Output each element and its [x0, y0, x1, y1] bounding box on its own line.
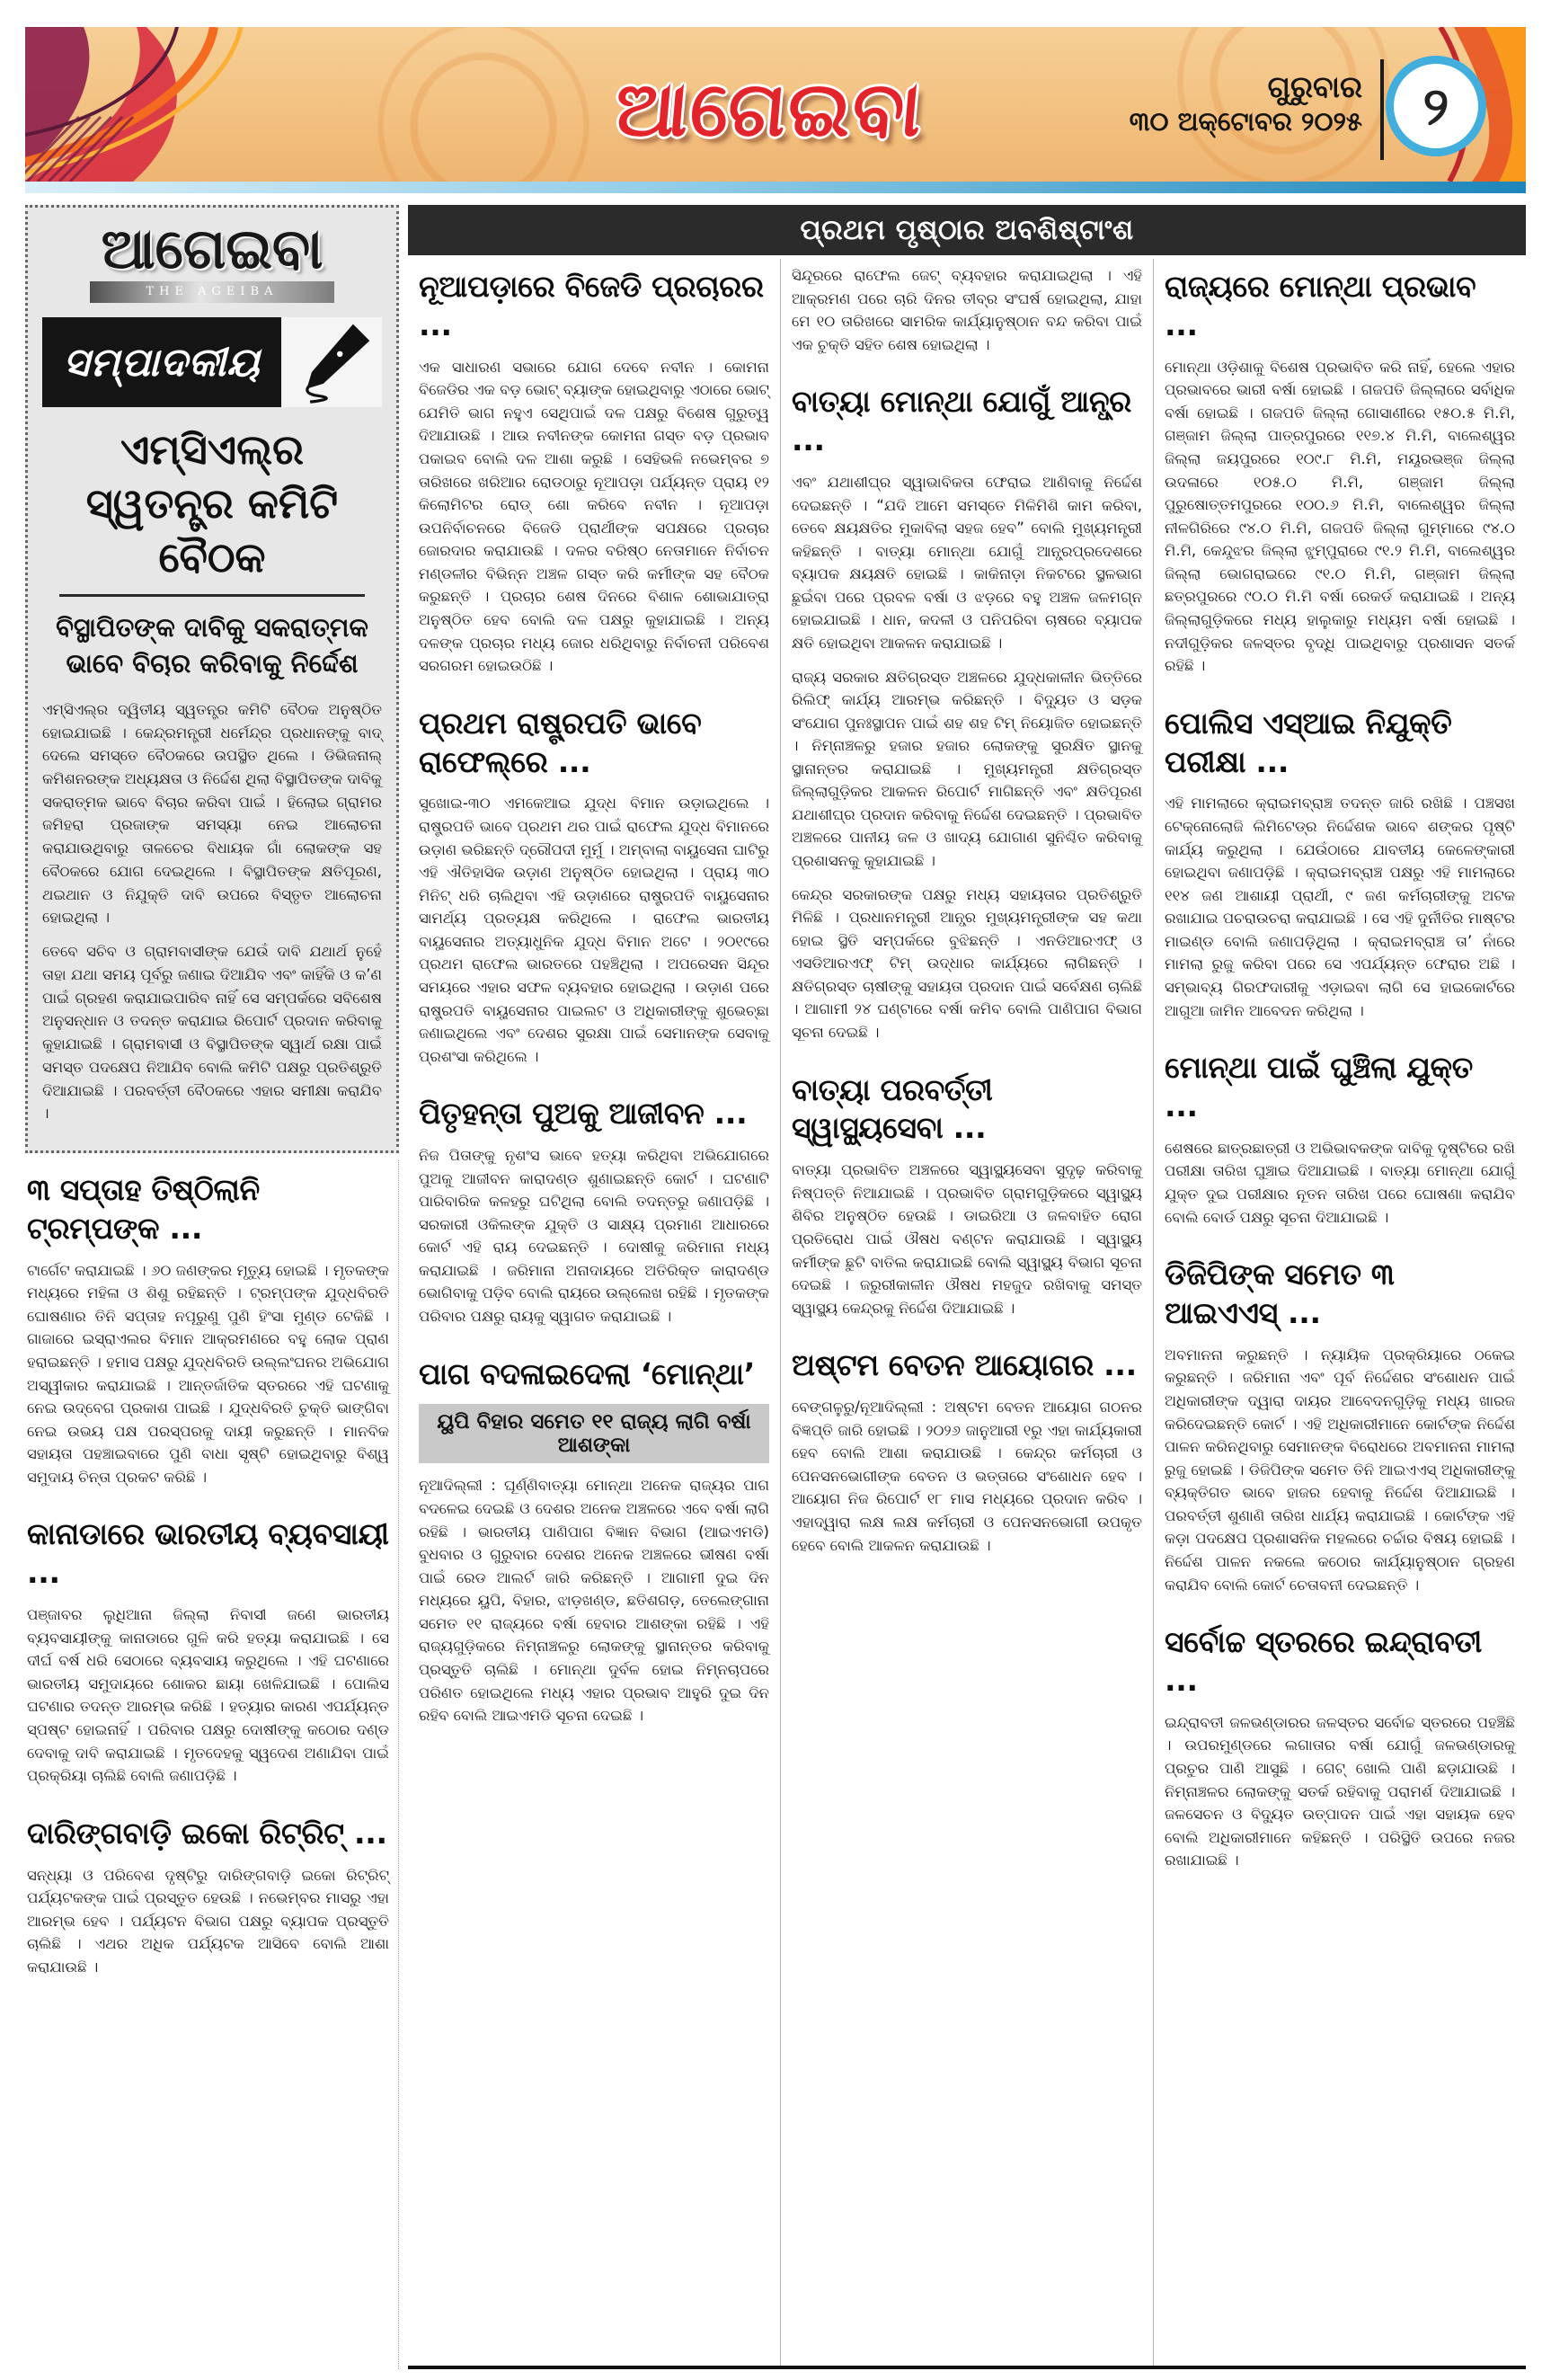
article-body-exam-postponed [1165, 1137, 1515, 1229]
article-body-pay-commission [792, 1396, 1142, 1557]
edition-date-block [1130, 68, 1362, 138]
editorial-subheadline: ବିସ୍ଥାପିତଙ୍କ ଦାବିକୁ ସକରାତ୍ମକ ଭାବେ ବିଚାର କରିବାକୁ ନିର୍ଦ୍ଦେଶ [56, 611, 368, 679]
section-bar-title: ପ୍ରଥମ ପୃଷ୍ଠାର ଅବଶିଷ୍ଟାଂଶ [408, 205, 1526, 255]
article-paragraph: ସିନ୍ଦୂରରେ ରାଫେଲ ଜେଟ୍ ବ୍ୟବହାର କରାଯାଇଥିଲା । ଏହି ଆକ୍ରମଣ ପରେ ଚାରି ଦିନର ତୀବ୍ର ସଂଘର୍ଷ ହୋଇଥିଲା, ଯାହା ମେ ୧୦ ତାରିଖରେ ସାମରିକ କାର୍ଯ୍ୟାନୁଷ୍ଠାନ ବନ୍ଦ କରିବା ପାଇଁ ଏକ ଚୁକ୍ତି ସହିତ ଶେଷ ହୋଇଥିଲା । [792, 267, 1142, 353]
editorial-paragraph: ଏମ୍‌ସିଏଲ୍‌ର ଦ୍ୱିତୀୟ ସ୍ୱତନ୍ତ୍ର କମିଟି ବୈଠକ ଅନୁଷ୍ଠିତ ହୋଇଯାଇଛି । କେନ୍ଦ୍ରମନ୍ତ୍ରୀ ଧର୍ମେନ୍ଦ୍ର ପ୍ରଧାନଙ୍କୁ ବାଦ୍ ଦେଲେ ସମସ୍ତେ ବୈଠକରେ ଉପସ୍ଥିତ ଥିଲେ । ଡିଭିଜନାଲ୍ କମିଶନରଙ୍କ ଅଧ୍ୟକ୍ଷତା ଓ ନିର୍ଦ୍ଦେଶ ଥିଲା ବିସ୍ଥାପିତଙ୍କ ଦାବିକୁ ସକରାତ୍ମକ ଭାବେ ବିଚାର କରିବା ପାଇଁ । ହିଲୋଇ ଗ୍ରାମର ଜମିହରା ପ୍ରଜାଙ୍କ ସମସ୍ୟା ନେଇ ଆଲୋଚନା କରାଯାଉଥିବାରୁ ତାଳଚେର ବିଧାୟକ ଗାଁ ଲୋକଙ୍କ ସହ ବୈଠକରେ ଯୋଗ ଦେଇଥିଲେ । ବିସ୍ଥାପିତଙ୍କ କ୍ଷତିପୂରଣ, ଥଇଥାନ ଓ ନିଯୁକ୍ତି ଦାବି ଉପରେ ବିସ୍ତୃତ ଆଲୋଚନା ହୋଇଥିଲା । [42, 700, 382, 927]
article-body-nuapada [419, 356, 769, 678]
headline-canada-businessman: କାନାଡାରେ ଭାରତୀୟ ବ୍ୟବସାୟୀ ... [27, 1516, 389, 1591]
article-paragraph: ସନ୍ଧ୍ୟା ଓ ପରିବେଶ ଦୃଷ୍ଟିରୁ ଦାରିଙ୍ଗବାଡ଼ି ଇକୋ ରିଟ୍ରିଟ୍ ପର୍ଯ୍ୟଟକଙ୍କ ପାଇଁ ପ୍ରସ୍ତୁତ ହେଉଛି । ନଭେମ୍ବର ମାସରୁ ଏହା ଆରମ୍ଭ ହେବ । ପର୍ଯ୍ୟଟନ ବିଭାଗ ପକ୍ଷରୁ ବ୍ୟାପକ ପ୍ରସ୍ତୁତି ଚାଲିଛି । ଏଥର ଅଧିକ ପର୍ଯ୍ୟଟକ ଆସିବେ ବୋଲି ଆଶା କରାଯାଉଛି । [27, 1866, 389, 1976]
left-column [25, 205, 399, 2369]
continued-stories-area [408, 205, 1526, 2369]
headline-nuapada-bjd-campaign: ନୂଆପଡ଼ାରେ ବିଜେଡି ପ୍ରଚାରର ... [419, 269, 764, 342]
news-column-3 [1153, 259, 1526, 2366]
article-paragraph: ବେଙ୍ଗଳୁରୁ/ନୂଆଦିଲ୍ଲୀ : ଅଷ୍ଟମ ବେତନ ଆୟୋଗ ଗଠନର ବିଜ୍ଞପ୍ତି ଜାରି ହୋଇଛି । ୨୦୨୬ ଜାନୁଆରୀ ୧ରୁ ଏହା କାର୍ଯ୍ୟକାରୀ ହେବ ବୋଲି ଆଶା କରାଯାଉଛି । କେନ୍ଦ୍ର କର୍ମଚାରୀ ଓ ପେନସନଭୋଗୀଙ୍କ ବେତନ ଓ ଭତ୍ତାରେ ସଂଶୋଧନ ହେବ । ଆୟୋଗ ନିଜ ରିପୋର୍ଟ ୧୮ ମାସ ମଧ୍ୟରେ ପ୍ରଦାନ କରିବ । ଏହାଦ୍ୱାରା ଲକ୍ଷ ଲକ୍ଷ କର୍ମଚାରୀ ଓ ପେନସନଭୋଗୀ ଉପକୃତ ହେବେ ବୋଲି ଆକଳନ କରାଯାଉଛି । [792, 1399, 1142, 1554]
left-bottom-stories [25, 1160, 399, 2369]
article-body-trump [27, 1259, 389, 1489]
editorial-logo-subtitle: THE AGEIBA [90, 281, 334, 303]
date-label: ୩୦ ଅକ୍ଟୋବର ୨୦୨୫ [1129, 106, 1362, 138]
headline-patricide-life-sentence: ପିତୃହନ୍ତା ପୁଅକୁ ଆଜୀବନ ... [419, 1096, 748, 1132]
article-paragraph: ଶେଷରେ ଛାତ୍ରଛାତ୍ରୀ ଓ ଅଭିଭାବକଙ୍କ ଦାବିକୁ ଦୃଷ୍ଟିରେ ରଖି ପରୀକ୍ଷା ତାରିଖ ଘୁଞ୍ଚାଇ ଦିଆଯାଇଛି । ବାତ୍ୟା ମୋନ୍‌ଥା ଯୋଗୁଁ ଯୁକ୍ତ ଦୁଇ ପରୀକ୍ଷାର ନୂତନ ତାରିଖ ପରେ ଘୋଷଣା କରାଯିବ ବୋଲି ବୋର୍ଡ ପକ୍ଷରୁ ସୂଚନା ଦିଆଯାଇଛି । [1165, 1139, 1515, 1226]
headline-montha-changed-weather: ପାଗ ବଦଳାଇଦେଲା ‘ମୋନ୍‌ଥା’ [419, 1355, 756, 1391]
editorial-headline: ଏମ୍‌ସିଏଲ୍‌ର ସ୍ୱତନ୍ତ୍ର କମିଟି ବୈଠକ [85, 425, 339, 582]
article-paragraph: ଇନ୍ଦ୍ରାବତୀ ଜଳଭଣ୍ଡାରର ଜଳସ୍ତର ସର୍ବୋଚ୍ଚ ସ୍ତରରେ ପହଞ୍ଚିଛି । ଉପରମୁଣ୍ଡରେ ଲଗାତାର ବର୍ଷା ଯୋଗୁଁ ଜଳଭଣ୍ଡାରକୁ ପ୍ରଚୁର ପାଣି ଆସୁଛି । ଗେଟ୍ ଖୋଲି ପାଣି ଛଡ଼ାଯାଉଛି । ନିମ୍ନାଞ୍ଚଳର ଲୋକଙ୍କୁ ସତର୍କ ରହିବାକୁ ପରାମର୍ଶ ଦିଆଯାଇଛି । ଜଳସେଚନ ଓ ବିଦ୍ୟୁତ ଉତ୍ପାଦନ ପାଇଁ ଏହା ସହାୟକ ହେବ ବୋଲି ଅଧିକାରୀମାନେ କହିଛନ୍ତି । ପରିସ୍ଥିତି ଉପରେ ନଜର ରଖାଯାଇଛି । [1165, 1713, 1515, 1869]
headline-plus2-exam-postponed: ମୋନ୍‌ଥା ପାଇଁ ଘୁଞ୍ଚିଲା ଯୁକ୍ତ ... [1165, 1050, 1473, 1123]
editorial-band-label: ସମ୍ପାଦକୀୟ [42, 317, 281, 407]
article-body-health [792, 1159, 1142, 1319]
article-body-rafale [419, 792, 769, 1068]
subheadline-rain-11-states: ୟୁପି ବିହାର ସମେତ ୧୧ ରାଜ୍ୟ ଲାଗି ବର୍ଷା ଆଶଙ୍କା [419, 1404, 769, 1463]
headline-montha-state-effect: ରାଜ୍ୟରେ ମୋନ୍‌ଥା ପ୍ରଭାବ ... [1165, 269, 1476, 342]
article-paragraph: ଏହି ମାମଲାରେ କ୍ରାଇମବ୍ରାଞ୍ଚ ତଦନ୍ତ ଜାରି ରଖିଛି । ପଞ୍ଚସଖ ଟେକ୍ନୋଲୋଜି ଲିମିଟେଡ୍‌ର ନିର୍ଦ୍ଦେଶକ ଭାବେ ଶଙ୍କର ପୃଷ୍ଟି କାର୍ଯ୍ୟ କରୁଥିଲା । ଯେଉଁଠାରେ ଯାବତୀୟ କେଳେଙ୍କାରୀ ହୋଇଥିବା ଜଣାପଡ଼ିଛି । କ୍ରାଇମବ୍ରାଞ୍ଚ ପକ୍ଷରୁ ଏହି ମାମଲାରେ ୧୧୪ ଜଣ ଆଶାୟୀ ପ୍ରାର୍ଥୀ, ୯ ଜଣ କର୍ମଚାରୀଙ୍କୁ ଅଟକ ରଖାଯାଇ ପଚରାଉଚରା କରାଯାଇଛି । ସେ ଏହି ଦୁର୍ନୀତିର ମାଷ୍ଟର ମାଇଣ୍ଡ ବୋଲି ଜଣାପଡ଼ିଥିଲା । କ୍ରାଇମବ୍ରାଞ୍ଚ ତା’ ନାଁରେ ମାମଲା ରୁଜୁ କରିବା ପରେ ସେ ଏପର୍ଯ୍ୟନ୍ତ ଫେରାର ଅଛି । ସମ୍ଭାବ୍ୟ ଗିରଫଦାରୀକୁ ଏଡ଼ାଇବା ଲାଗି ସେ ହାଇକୋର୍ଟରେ ଆଗୁଆ ଜାମିନ ଆବେଦନ କରିଥିଲା । [1165, 795, 1515, 1019]
article-paragraph: କେନ୍ଦ୍ର ସରକାରଙ୍କ ପକ୍ଷରୁ ମଧ୍ୟ ସହାୟତାର ପ୍ରତିଶ୍ରୁତି ମିଳିଛି । ପ୍ରଧାନମନ୍ତ୍ରୀ ଆନ୍ଧ୍ର ମୁଖ୍ୟମନ୍ତ୍ରୀଙ୍କ ସହ କଥା ହୋଇ ସ୍ଥିତି ସମ୍ପର୍କରେ ବୁଝିଛନ୍ତି । ଏନଡିଆରଏଫ୍ ଓ ଏସଡିଆରଏଫ୍ ଟିମ୍ ଉଦ୍ଧାର କାର୍ଯ୍ୟରେ ଲାଗିଛନ୍ତି । କ୍ଷତିଗ୍ରସ୍ତ ଚାଷୀଙ୍କୁ ସହାୟତା ପ୍ରଦାନ ପାଇଁ ସର୍ବେକ୍ଷଣ ଚାଲିଛି । ଆଗାମୀ ୨୪ ଘଣ୍ଟାରେ ବର୍ଷା କମିବ ବୋଲି ପାଣିପାଗ ବିଭାଗ ସୂଚନା ଦେଇଛି । [792, 885, 1142, 1041]
article-paragraph: ଟାର୍ଗେଟ କରାଯାଇଛି । ୬୦ ଜଣଙ୍କର ମୃତ୍ୟୁ ହୋଇଛି । ମୃତକଙ୍କ ମଧ୍ୟରେ ମହିଳା ଓ ଶିଶୁ ରହିଛନ୍ତି । ଟ୍ରମ୍ପଙ୍କ ଯୁଦ୍ଧବିରତି ଘୋଷଣାର ତିନି ସପ୍ତାହ ନପୂରୁଣୁ ପୁଣି ହିଂସା ମୁଣ୍ଡ ଟେକିଛି । ଗାଜାରେ ଇସ୍ରାଏଲର ବିମାନ ଆକ୍ରମଣରେ ବହୁ ଲୋକ ପ୍ରାଣ ହରାଇଛନ୍ତି । ହମାସ ପକ୍ଷରୁ ଯୁଦ୍ଧବିରତି ଉଲ୍ଲଂଘନର ଅଭିଯୋଗ ଅସ୍ୱୀକାର କରାଯାଇଛି । ଆନ୍ତର୍ଜାତିକ ସ୍ତରରେ ଏହି ଘଟଣାକୁ ନେଇ ଉଦ୍‌ବେଗ ପ୍ରକାଶ ପାଇଛି । ଯୁଦ୍ଧବିରତି ଚୁକ୍ତି ଭାଙ୍ଗିବା ନେଇ ଉଭୟ ପକ୍ଷ ପରସ୍ପରକୁ ଦାୟୀ କରୁଛନ୍ତି । ମାନବିକ ସହାୟତା ପହଞ୍ଚାଇବାରେ ପୁଣି ବାଧା ସୃଷ୍ଟି ହୋଇଥିବାରୁ ବିଶ୍ୱ ସମୁଦାୟ ଚିନ୍ତା ପ୍ରକଟ କରିଛି । [27, 1261, 389, 1486]
article-paragraph: ପଞ୍ଜାବର ଲୁଧିଆନା ଜିଲ୍ଲା ନିବାସୀ ଜଣେ ଭାରତୀୟ ବ୍ୟବସାୟୀଙ୍କୁ କାନାଡାରେ ଗୁଳି କରି ହତ୍ୟା କରାଯାଇଛି । ସେ ଦୀର୍ଘ ବର୍ଷ ଧରି ସେଠାରେ ବ୍ୟବସାୟ କରୁଥିଲେ । ଏହି ଘଟଣାରେ ଭାରତୀୟ ସମୁଦାୟରେ ଶୋକର ଛାୟା ଖେଳିଯାଇଛି । ପୋଲିସ ଘଟଣାର ତଦନ୍ତ ଆରମ୍ଭ କରିଛି । ହତ୍ୟାର କାରଣ ଏପର୍ଯ୍ୟନ୍ତ ସ୍ପଷ୍ଟ ହୋଇନାହିଁ । ପରିବାର ପକ୍ଷରୁ ଦୋଷୀଙ୍କୁ କଠୋର ଦଣ୍ଡ ଦେବାକୁ ଦାବି କରାଯାଇଛି । ମୃତଦେହକୁ ସ୍ୱଦେଶ ଅଣାଯିବା ପାଇଁ ପ୍ରକ୍ରିୟା ଚାଲିଛି ବୋଲି ଜଣାପଡ଼ିଛି । [27, 1606, 389, 1785]
article-body-weather [419, 1474, 769, 1727]
headline-president-rafale: ପ୍ରଥମ ରାଷ୍ଟ୍ରପତି ଭାବେ ରାଫେଲ୍‌ରେ ... [419, 705, 702, 779]
article-paragraph: ଏକ ସାଧାରଣ ସଭାରେ ଯୋଗ ଦେବେ ନବୀନ । କୋମନା ବିଜେଡିର ଏକ ବଡ଼ ଭୋଟ୍ ବ୍ୟାଙ୍କ ହୋଇଥିବାରୁ ଏଠାରେ ଭୋଟ୍ ଯେମିତି ଭାଗ ନହୁଏ ସେଥିପାଇଁ ଦଳ ପକ୍ଷରୁ ବିଶେଷ ଗୁରୁତ୍ୱ ଦିଆଯାଉଛି । ଆଉ ନବୀନଙ୍କ କୋମନା ଗସ୍ତ ବଡ଼ ପ୍ରଭାବ ପକାଇବ ବୋଲି ଦଳ ଆଶା କରୁଛି । ସେହିଭଳି ନଭେମ୍ବର ୭ ତାରିଖରେ ଖରିଆର ରୋଡଠାରୁ ନୂଆପଡ଼ା ପର୍ଯ୍ୟନ୍ତ ପ୍ରାୟ ୧୨ କିଲୋମିଟର ରୋଡ୍ ଶୋ କରିବେ ନବୀନ । ନୂଆପଡ଼ା ଉପନିର୍ବାଚନରେ ବିଜେଡି ପ୍ରାର୍ଥୀଙ୍କ ସପକ୍ଷରେ ପ୍ରଚାର ଜୋରଦାର କରାଯାଉଛି । ଦଳର ବରିଷ୍ଠ ନେତାମାନେ ନିର୍ବାଚନ ମଣ୍ଡଳୀର ବିଭିନ୍ନ ଅଞ୍ଚଳ ଗସ୍ତ କରି କର୍ମୀଙ୍କ ସହ ବୈଠକ କରୁଛନ୍ତି । ପ୍ରଚାର ଶେଷ ଦିନରେ ବିଶାଳ ଶୋଭାଯାତ୍ରା ଅନୁଷ୍ଠିତ ହେବ ବୋଲି ଦଳ ପକ୍ଷରୁ କୁହାଯାଇଛି । ଅନ୍ୟ ଦଳଙ୍କ ପ୍ରଚାର ମଧ୍ୟ ଜୋର ଧରିଥିବାରୁ ନିର୍ବାଚନୀ ପରିବେଶ ସରଗରମ ହୋଇଉଠିଛି । [419, 358, 769, 675]
pen-nib-icon [281, 317, 382, 407]
editorial-band [42, 317, 382, 407]
article-paragraph: ରାଜ୍ୟ ସରକାର କ୍ଷତିଗ୍ରସ୍ତ ଅଞ୍ଚଳରେ ଯୁଦ୍ଧକାଳୀନ ଭିତ୍ତିରେ ରିଲିଫ୍ କାର୍ଯ୍ୟ ଆରମ୍ଭ କରିଛନ୍ତି । ବିଦ୍ୟୁତ ଓ ସଡ଼କ ସଂଯୋଗ ପୁନଃସ୍ଥାପନ ପାଇଁ ଶହ ଶହ ଟିମ୍ ନିୟୋଜିତ ହୋଇଛନ୍ତି । ନିମ୍ନାଞ୍ଚଳରୁ ହଜାର ହଜାର ଲୋକଙ୍କୁ ସୁରକ୍ଷିତ ସ୍ଥାନକୁ ସ୍ଥାନାନ୍ତର କରାଯାଇଛି । ମୁଖ୍ୟମନ୍ତ୍ରୀ କ୍ଷତିଗ୍ରସ୍ତ ଜିଲ୍ଲାଗୁଡ଼ିକର ଆକଳନ ରିପୋର୍ଟ ମାଗିଛନ୍ତି ଏବଂ କ୍ଷତିପୂରଣ ଯଥାଶୀଘ୍ର ପ୍ରଦାନ କରିବାକୁ ନିର୍ଦ୍ଦେଶ ଦେଇଛନ୍ତି । ପ୍ରଭାବିତ ଅଞ୍ଚଳରେ ପାନୀୟ ଜଳ ଓ ଖାଦ୍ୟ ଯୋଗାଣ ସୁନିଶ୍ଚିତ କରିବାକୁ ପ୍ରଶାସନକୁ କୁହାଯାଇଛି । [792, 668, 1142, 870]
headline-police-si-exam: ପୋଲିସ ଏସ୍‌ଆଇ ନିଯୁକ୍ତି ପରୀକ୍ଷା ... [1165, 705, 1452, 779]
article-paragraph: ବାତ୍ୟା ପ୍ରଭାବିତ ଅଞ୍ଚଳରେ ସ୍ୱାସ୍ଥ୍ୟସେବା ସୁଦୃଢ଼ କରିବାକୁ ନିଷ୍ପତ୍ତି ନିଆଯାଇଛି । ପ୍ରଭାବିତ ଗ୍ରାମଗୁଡ଼ିକରେ ସ୍ୱାସ୍ଥ୍ୟ ଶିବିର ଅନୁଷ୍ଠିତ ହେଉଛି । ଡାଇରିଆ ଓ ଜଳବାହିତ ରୋଗ ପ୍ରତିରୋଧ ପାଇଁ ଔଷଧ ବଣ୍ଟନ କରାଯାଉଛି । ସ୍ୱାସ୍ଥ୍ୟ କର୍ମୀଙ୍କ ଛୁଟି ବାତିଲ କରାଯାଇଛି ବୋଲି ସ୍ୱାସ୍ଥ୍ୟ ବିଭାଗ ସୂଚନା ଦେଇଛି । ଜରୁରୀକାଳୀନ ଔଷଧ ମହଜୁଦ ରଖିବାକୁ ସମସ୍ତ ସ୍ୱାସ୍ଥ୍ୟ କେନ୍ଦ୍ରକୁ ନିର୍ଦ୍ଦେଶ ଦିଆଯାଇଛି । [792, 1161, 1142, 1317]
article-continuation-sindoor [792, 264, 1142, 356]
article-paragraph: ଏବଂ ଯଥାଶୀଘ୍ର ସ୍ୱାଭାବିକତା ଫେରାଇ ଆଣିବାକୁ ନିର୍ଦ୍ଦେଶ ଦେଇଛନ୍ତି । “ଯଦି ଆମେ ସମସ୍ତେ ମିଳିମିଶି କାମ କରିବା, ତେବେ କ୍ଷୟକ୍ଷତିର ମୁକାବିଲା ସହଜ ହେବ” ବୋଲି ମୁଖ୍ୟମନ୍ତ୍ରୀ କହିଛନ୍ତି । ବାତ୍ୟା ମୋନ୍‌ଥା ଯୋଗୁଁ ଆନ୍ଧ୍ରପ୍ରଦେଶରେ ବ୍ୟାପକ କ୍ଷୟକ୍ଷତି ହୋଇଛି । କାକିନାଡ଼ା ନିକଟରେ ସ୍ଥଳଭାଗ ଛୁଇଁବା ପରେ ପ୍ରବଳ ବର୍ଷା ଓ ଝଡ଼ରେ ବହୁ ଅଞ୍ଚଳ ଜଳମଗ୍ନ ହୋଇଯାଇଛି । ଧାନ, କଦଳୀ ଓ ପନିପରିବା ଚାଷରେ ବ୍ୟାପକ କ୍ଷତି ହୋଇଥିବା ଆକଳନ କରାଯାଇଛି । [792, 474, 1142, 652]
masthead-banner [25, 27, 1526, 182]
editorial-divider [59, 594, 365, 597]
weekday-label: ଗୁରୁବାର [1267, 69, 1362, 104]
article-paragraph: ନିଜ ପିତାଙ୍କୁ ନୃଶଂସ ଭାବେ ହତ୍ୟା କରିଥିବା ଅଭିଯୋଗରେ ପୁଅକୁ ଆଜୀବନ କାରାଦଣ୍ଡ ଶୁଣାଇଛନ୍ତି କୋର୍ଟ । ଘଟଣାଟି ପାରିବାରିକ କଳହରୁ ଘଟିଥିଲା ବୋଲି ତଦନ୍ତରୁ ଜଣାପଡ଼ିଛି । ସରକାରୀ ଓକିଲଙ୍କ ଯୁକ୍ତି ଓ ସାକ୍ଷ୍ୟ ପ୍ରମାଣ ଆଧାରରେ କୋର୍ଟ ଏହି ରାୟ ଦେଇଛନ୍ତି । ଦୋଷୀକୁ ଜରିମାନା ମଧ୍ୟ କରାଯାଇଛି । ଜରିମାନା ଅନାଦାୟରେ ଅତିରିକ୍ତ କାରାଦଣ୍ଡ ଭୋଗିବାକୁ ପଡ଼ିବ ବୋଲି ରାୟରେ ଉଲ୍ଲେଖ ରହିଛି । ମୃତକଙ୍କ ପରିବାର ପକ୍ଷରୁ ରାୟକୁ ସ୍ୱାଗତ କରାଯାଇଛି । [419, 1147, 769, 1326]
article-body-indravati [1165, 1711, 1515, 1872]
page-number-badge: ୨ [1386, 56, 1486, 156]
article-body-canada [27, 1603, 389, 1788]
article-body-patricide [419, 1144, 769, 1328]
date-divider-rule [1380, 59, 1384, 160]
headline-dgp-3-ias: ଡିଜିପିଙ୍କ ସମେତ ୩ ଆଇଏଏସ୍ ... [1165, 1257, 1395, 1330]
article-body-montha-andhra [792, 471, 1142, 1044]
article-body-si-exam [1165, 792, 1515, 1022]
editorial-body [42, 698, 382, 1125]
newspaper-masthead-title: ଆଗେଇବା [611, 65, 927, 154]
headline-8th-pay-commission: ଅଷ୍ଟମ ବେତନ ଆୟୋଗର ... [792, 1347, 1137, 1383]
article-paragraph: ନୂଆଦିଲ୍ଲୀ : ଘୂର୍ଣ୍ଣିବାତ୍ୟା ମୋନ୍‌ଥା ଅନେକ ରାଜ୍ୟର ପାଗ ବଦଳେଇ ଦେଇଛି ଓ ଦେଶର ଅନେକ ଅଞ୍ଚଳରେ ଏବେ ବର୍ଷା ଲାଗି ରହିଛି । ଭାରତୀୟ ପାଣିପାଗ ବିଜ୍ଞାନ ବିଭାଗ (ଆଇଏମଡି) ବୁଧବାର ଓ ଗୁରୁବାର ଦେଶର ଅନେକ ଅଞ୍ଚଳରେ ଭୀଷଣ ବର୍ଷା ପାଇଁ ରେଡ ଆଲର୍ଟ ଜାରି କରିଛନ୍ତି । ଆଗାମୀ ଦୁଇ ଦିନ ମଧ୍ୟରେ ୟୁପି, ବିହାର, ଝାଡ଼ଖଣ୍ଡ, ଛତିଶଗଡ଼, ତେଲେଙ୍ଗାନା ସମେତ ୧୧ ରାଜ୍ୟରେ ବର୍ଷା ହେବାର ଆଶଙ୍କା ରହିଛି । ଏହି ରାଜ୍ୟଗୁଡ଼ିକରେ ନିମ୍ନାଞ୍ଚଳରୁ ଲୋକଙ୍କୁ ସ୍ଥାନାନ୍ତର କରିବାକୁ ପ୍ରସ୍ତୁତି ଚାଲିଛି । ମୋନ୍‌ଥା ଦୁର୍ବଳ ହୋଇ ନିମ୍ନଚାପରେ ପରିଣତ ହୋଇଥିଲେ ମଧ୍ୟ ଏହାର ପ୍ରଭାବ ଆହୁରି ଦୁଇ ଦିନ ରହିବ ବୋଲି ଆଇଏମଡି ସୂଚନା ଦେଇଛି । [419, 1477, 769, 1725]
editorial-paragraph: ତେବେ ସଚିବ ଓ ଗ୍ରାମବାସୀଙ୍କ ଯେଉଁ ଦାବି ଯଥାର୍ଥ ନୁହେଁ ତାହା ଯଥା ସମୟ ପୂର୍ବରୁ ଜଣାଇ ଦିଆଯିବ ଏବଂ କାହିଁକି ଓ କ’ଣ ପାଇଁ ଗ୍ରହଣ କରାଯାଇପାରିବ ନାହିଁ ସେ ସମ୍ପର୍କରେ ସବିଶେଷ ଅନୁସନ୍ଧାନ ଓ ତଦନ୍ତ କରାଯାଇ ରିପୋର୍ଟ ପ୍ରଦାନ କରିବାକୁ କୁହାଯାଇଛି । ଗ୍ରାମବାସୀ ଓ ବିସ୍ଥାପିତଙ୍କ ସ୍ୱାର୍ଥ ରକ୍ଷା ପାଇଁ ସମସ୍ତ ପଦକ୍ଷେପ ନିଆଯିବ ବୋଲି କମିଟି ପକ୍ଷରୁ ପ୍ରତିଶ୍ରୁତି ଦିଆଯାଇଛି । ପରବର୍ତ୍ତୀ ବୈଠକରେ ଏହାର ସମୀକ୍ଷା କରାଯିବ । [42, 943, 382, 1123]
headline-post-cyclone-health: ବାତ୍ୟା ପରବର୍ତ୍ତୀ ସ୍ୱାସ୍ଥ୍ୟସେବା ... [792, 1071, 993, 1146]
news-column-1 [408, 259, 780, 2366]
headline-trump-ceasefire: ୩ ସପ୍ତାହ ତିଷ୍ଠିଲାନି ଟ୍ରମ୍ପଙ୍କ ... [27, 1171, 260, 1246]
article-body-dgp-ias [1165, 1344, 1515, 1596]
news-columns [408, 259, 1526, 2366]
article-paragraph: ଅବମାନନା କରୁଛନ୍ତି । ନ୍ୟାୟିକ ପ୍ରକ୍ରିୟାରେ ଠକେଇ କରୁଛନ୍ତି । ଜରିମାନା ଏବଂ ପୂର୍ବ ନିର୍ଦ୍ଦେଶର ସଂଶୋଧନ ପାଇଁ ଅଧିକାରୀଙ୍କ ଦ୍ୱାରା ଦାୟର ଆବେଦନଗୁଡ଼ିକୁ ମଧ୍ୟ ଖାରଜ କରିଦେଇଛନ୍ତି କୋର୍ଟ । ଏହି ଅଧିକାରୀମାନେ କୋର୍ଟଙ୍କ ନିର୍ଦ୍ଦେଶ ପାଳନ କରିନଥିବାରୁ ସେମାନଙ୍କ ବିରୋଧରେ ଅବମାନନା ମାମଲା ରୁଜୁ ହୋଇଛି । ଡିଜିପିଙ୍କ ସମେତ ତିନି ଆଇଏଏସ୍ ଅଧିକାରୀଙ୍କୁ ବ୍ୟକ୍ତିଗତ ଭାବେ ହାଜର ହେବାକୁ ନିର୍ଦ୍ଦେଶ ଦିଆଯାଇଛି । ପରବର୍ତ୍ତୀ ଶୁଣାଣି ତାରିଖ ଧାର୍ଯ୍ୟ କରାଯାଇଛି । କୋର୍ଟଙ୍କ ଏହି କଡ଼ା ପଦକ୍ଷେପ ପ୍ରଶାସନିକ ମହଲରେ ଚର୍ଚ୍ଚାର ବିଷୟ ହୋଇଛି । ନିର୍ଦ୍ଦେଶ ପାଳନ ନକଲେ କଠୋର କାର୍ଯ୍ୟାନୁଷ୍ଠାନ ଗ୍ରହଣ କରାଯିବ ବୋଲି କୋର୍ଟ ଚେତାବନୀ ଦେଇଛନ୍ତି । [1165, 1345, 1515, 1594]
headline-daringbadi-eco-retreat: ଦାରିଙ୍ଗବାଡ଼ି ଇକୋ ରିଟ୍ରିଟ୍ ... [27, 1815, 387, 1851]
editorial-logo: ଆଗେଇବା [101, 216, 323, 281]
mandala-ornament [349, 27, 618, 182]
headline-indravati-highest-level: ସର୍ବୋଚ୍ଚ ସ୍ତରରେ ଇନ୍ଦ୍ରାବତୀ ... [1165, 1624, 1482, 1698]
banner-bottom-strip [25, 182, 1526, 193]
article-body-state-montha [1165, 356, 1515, 678]
editorial-box [25, 205, 399, 1153]
headline-cyclone-montha-andhra: ବାତ୍ୟା ମୋନ୍‌ଥା ଯୋଗୁଁ ଆନ୍ଧ୍ର ... [792, 384, 1132, 458]
page-content [25, 205, 1526, 2369]
news-column-2 [780, 259, 1153, 2366]
article-body-daringbadi [27, 1864, 389, 1979]
article-paragraph: ସୁଖୋଇ-୩୦ ଏମକେଆଇ ଯୁଦ୍ଧ ବିମାନ ଉଡ଼ାଇଥିଲେ । ରାଷ୍ଟ୍ରପତି ଭାବେ ପ୍ରଥମ ଥର ପାଇଁ ରାଫେଲ ଯୁଦ୍ଧ ବିମାନରେ ଉଡ଼ାଣ ଭରିଛନ୍ତି ଦ୍ରୌପଦୀ ମୁର୍ମୁ । ଅମ୍ବାଲା ବାୟୁସେନା ଘାଟିରୁ ଏହି ଐତିହାସିକ ଉଡ଼ାଣ ଅନୁଷ୍ଠିତ ହୋଇଥିଲା । ପ୍ରାୟ ୩୦ ମିନିଟ୍ ଧରି ଚାଲିଥିବା ଏହି ଉଡ଼ାଣରେ ରାଷ୍ଟ୍ରପତି ବାୟୁସେନାର ସାମର୍ଥ୍ୟ ପ୍ରତ୍ୟକ୍ଷ କରିଥିଲେ । ରାଫେଲ ଭାରତୀୟ ବାୟୁସେନାର ଅତ୍ୟାଧୁନିକ ଯୁଦ୍ଧ ବିମାନ ଅଟେ । ୨୦୧୯ରେ ପ୍ରଥମ ରାଫେଲ ଭାରତରେ ପହଞ୍ଚିଥିଲା । ଅପରେସନ ସିନ୍ଦୂର ସମୟରେ ଏହାର ସଫଳ ବ୍ୟବହାର ହୋଇଥିଲା । ଉଡ଼ାଣ ପରେ ରାଷ୍ଟ୍ରପତି ବାୟୁସେନାର ପାଇଲଟ ଓ ଅଧିକାରୀଙ୍କୁ ଶୁଭେଚ୍ଛା ଜଣାଇଥିଲେ ଏବଂ ଦେଶର ସୁରକ୍ଷା ପାଇଁ ସେମାନଙ୍କ ସେବାକୁ ପ୍ରଶଂସା କରିଥିଲେ । [419, 795, 769, 1065]
article-paragraph: ମୋନ୍‌ଥା ଓଡ଼ିଶାକୁ ବିଶେଷ ପ୍ରଭାବିତ କରି ନାହିଁ, ହେଲେ ଏହାର ପ୍ରଭାବରେ ଭାରୀ ବର୍ଷା ହୋଇଛି । ଗଜପତି ଜିଲ୍ଲାରେ ସର୍ବାଧିକ ବର୍ଷା ହୋଇଛି । ଗଜପତି ଜିଲ୍ଲା ଗୋସାଣୀରେ ୧୫୦.୫ ମି.ମି, ଗଞ୍ଜାମ ଜିଲ୍ଲା ପାତ୍ରପୁରରେ ୧୧୭.୪ ମି.ମି, ବାଲେଶ୍ୱର ଜିଲ୍ଲା ଜୟପୁରରେ ୧୦୯.୮ ମି.ମି, ମୟୂରଭଞ୍ଜ ଜିଲ୍ଲା ଉଦଳାରେ ୧୦୫.୦ ମି.ମି, ଗଞ୍ଜାମ ଜିଲ୍ଲା ପୁରୁଷୋତ୍ତମପୁରରେ ୧୦୦.୬ ମି.ମି, ବାଲେଶ୍ୱର ଜିଲ୍ଲା ନୀଳଗିରିରେ ୯୪.୦ ମି.ମି, ଗଜପତି ଜିଲ୍ଲା ଗୁମ୍ମାରେ ୯୪.୦ ମି.ମି, କେନ୍ଦୁଝର ଜିଲ୍ଲା ଝୁମ୍ପୁରାରେ ୯୧.୨ ମି.ମି, ବାଲେଶ୍ୱର ଜିଲ୍ଲା ଭୋଗରାଇରେ ୯୧.୦ ମି.ମି, ଗଞ୍ଜାମ ଜିଲ୍ଲା ଛତ୍ରପୁରରେ ୯୦.୦ ମି.ମି ବର୍ଷା ରେକର୍ଡ କରାଯାଇଛି । ଅନ୍ୟ ଜିଲ୍ଲାଗୁଡ଼ିକରେ ମଧ୍ୟ ହାଲୁକାରୁ ମଧ୍ୟମ ବର୍ଷା ହୋଇଛି । ନଦୀଗୁଡ଼ିକର ଜଳସ୍ତର ବୃଦ୍ଧି ପାଇଥିବାରୁ ପ୍ରଶାସନ ସତର୍କ ରହିଛି । [1165, 358, 1515, 675]
